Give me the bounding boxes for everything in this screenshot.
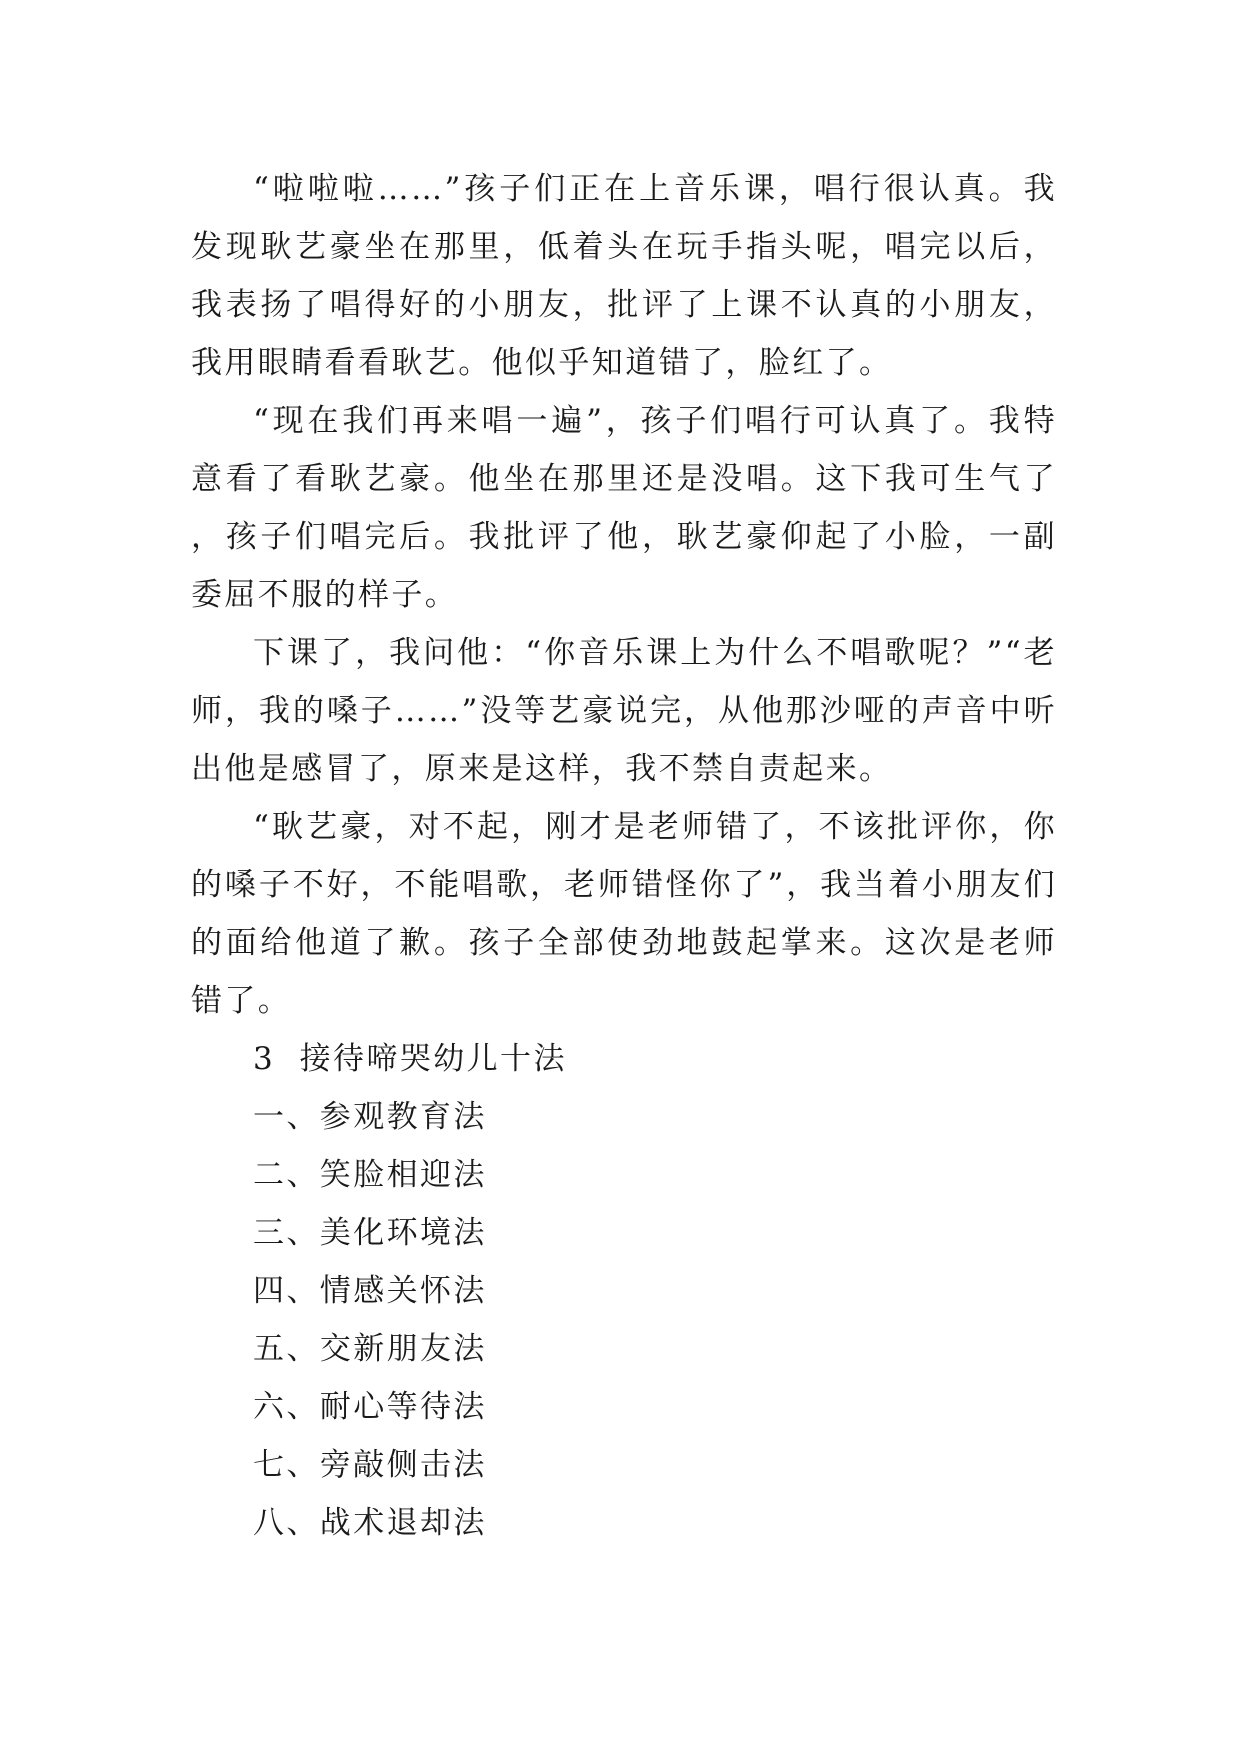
list-item: 一、参观教育法 <box>253 1099 487 1135</box>
paragraph-apology: “耿艺豪，对不起，刚才是老师错了，不该批评你，你的嗓子不好，不能唱歌，老师错怪你了”，我当着小朋友们的面给他道了歉。孩子全部使劲地鼓起掌来。这次是老师错了。 <box>191 809 1057 1019</box>
section-number: 3 <box>253 1041 276 1077</box>
method-list <box>191 1088 1057 1552</box>
list-item: 七、旁敲侧击法 <box>253 1447 487 1483</box>
paragraph-music-class: “啦啦啦……”孩子们正在上音乐课，唱行很认真。我发现耿艺豪坐在那里，低着头在玩手指头呢，唱完以后，我表扬了唱得好的小朋友，批评了上课不认真的小朋友，我用眼睛看看耿艺。他似乎知道错了，脸红了。 <box>191 171 1057 381</box>
section-heading <box>191 1030 1057 1088</box>
list-item: 二、笑脸相迎法 <box>253 1157 487 1193</box>
list-item: 六、耐心等待法 <box>253 1389 487 1425</box>
list-item: 三、美化环境法 <box>253 1215 487 1251</box>
paragraph-sing-again: “现在我们再来唱一遍”，孩子们唱行可认真了。我特意看了看耿艺豪。他坐在那里还是没唱。这下我可生气了，孩子们唱完后。我批评了他，耿艺豪仰起了小脸，一副委屈不服的样子。 <box>191 403 1057 613</box>
list-item: 四、情感关怀法 <box>253 1273 487 1309</box>
list-item: 八、战术退却法 <box>253 1505 487 1541</box>
list-item: 五、交新朋友法 <box>253 1331 487 1367</box>
paragraph-after-class: 下课了，我问他：“你音乐课上为什么不唱歌呢？”“老师，我的嗓子……”没等艺豪说完，从他那沙哑的声音中听出他是感冒了，原来是这样，我不禁自责起来。 <box>191 635 1057 787</box>
document-body <box>191 160 1057 1552</box>
section-title: 接待啼哭幼儿十法 <box>299 1041 567 1077</box>
